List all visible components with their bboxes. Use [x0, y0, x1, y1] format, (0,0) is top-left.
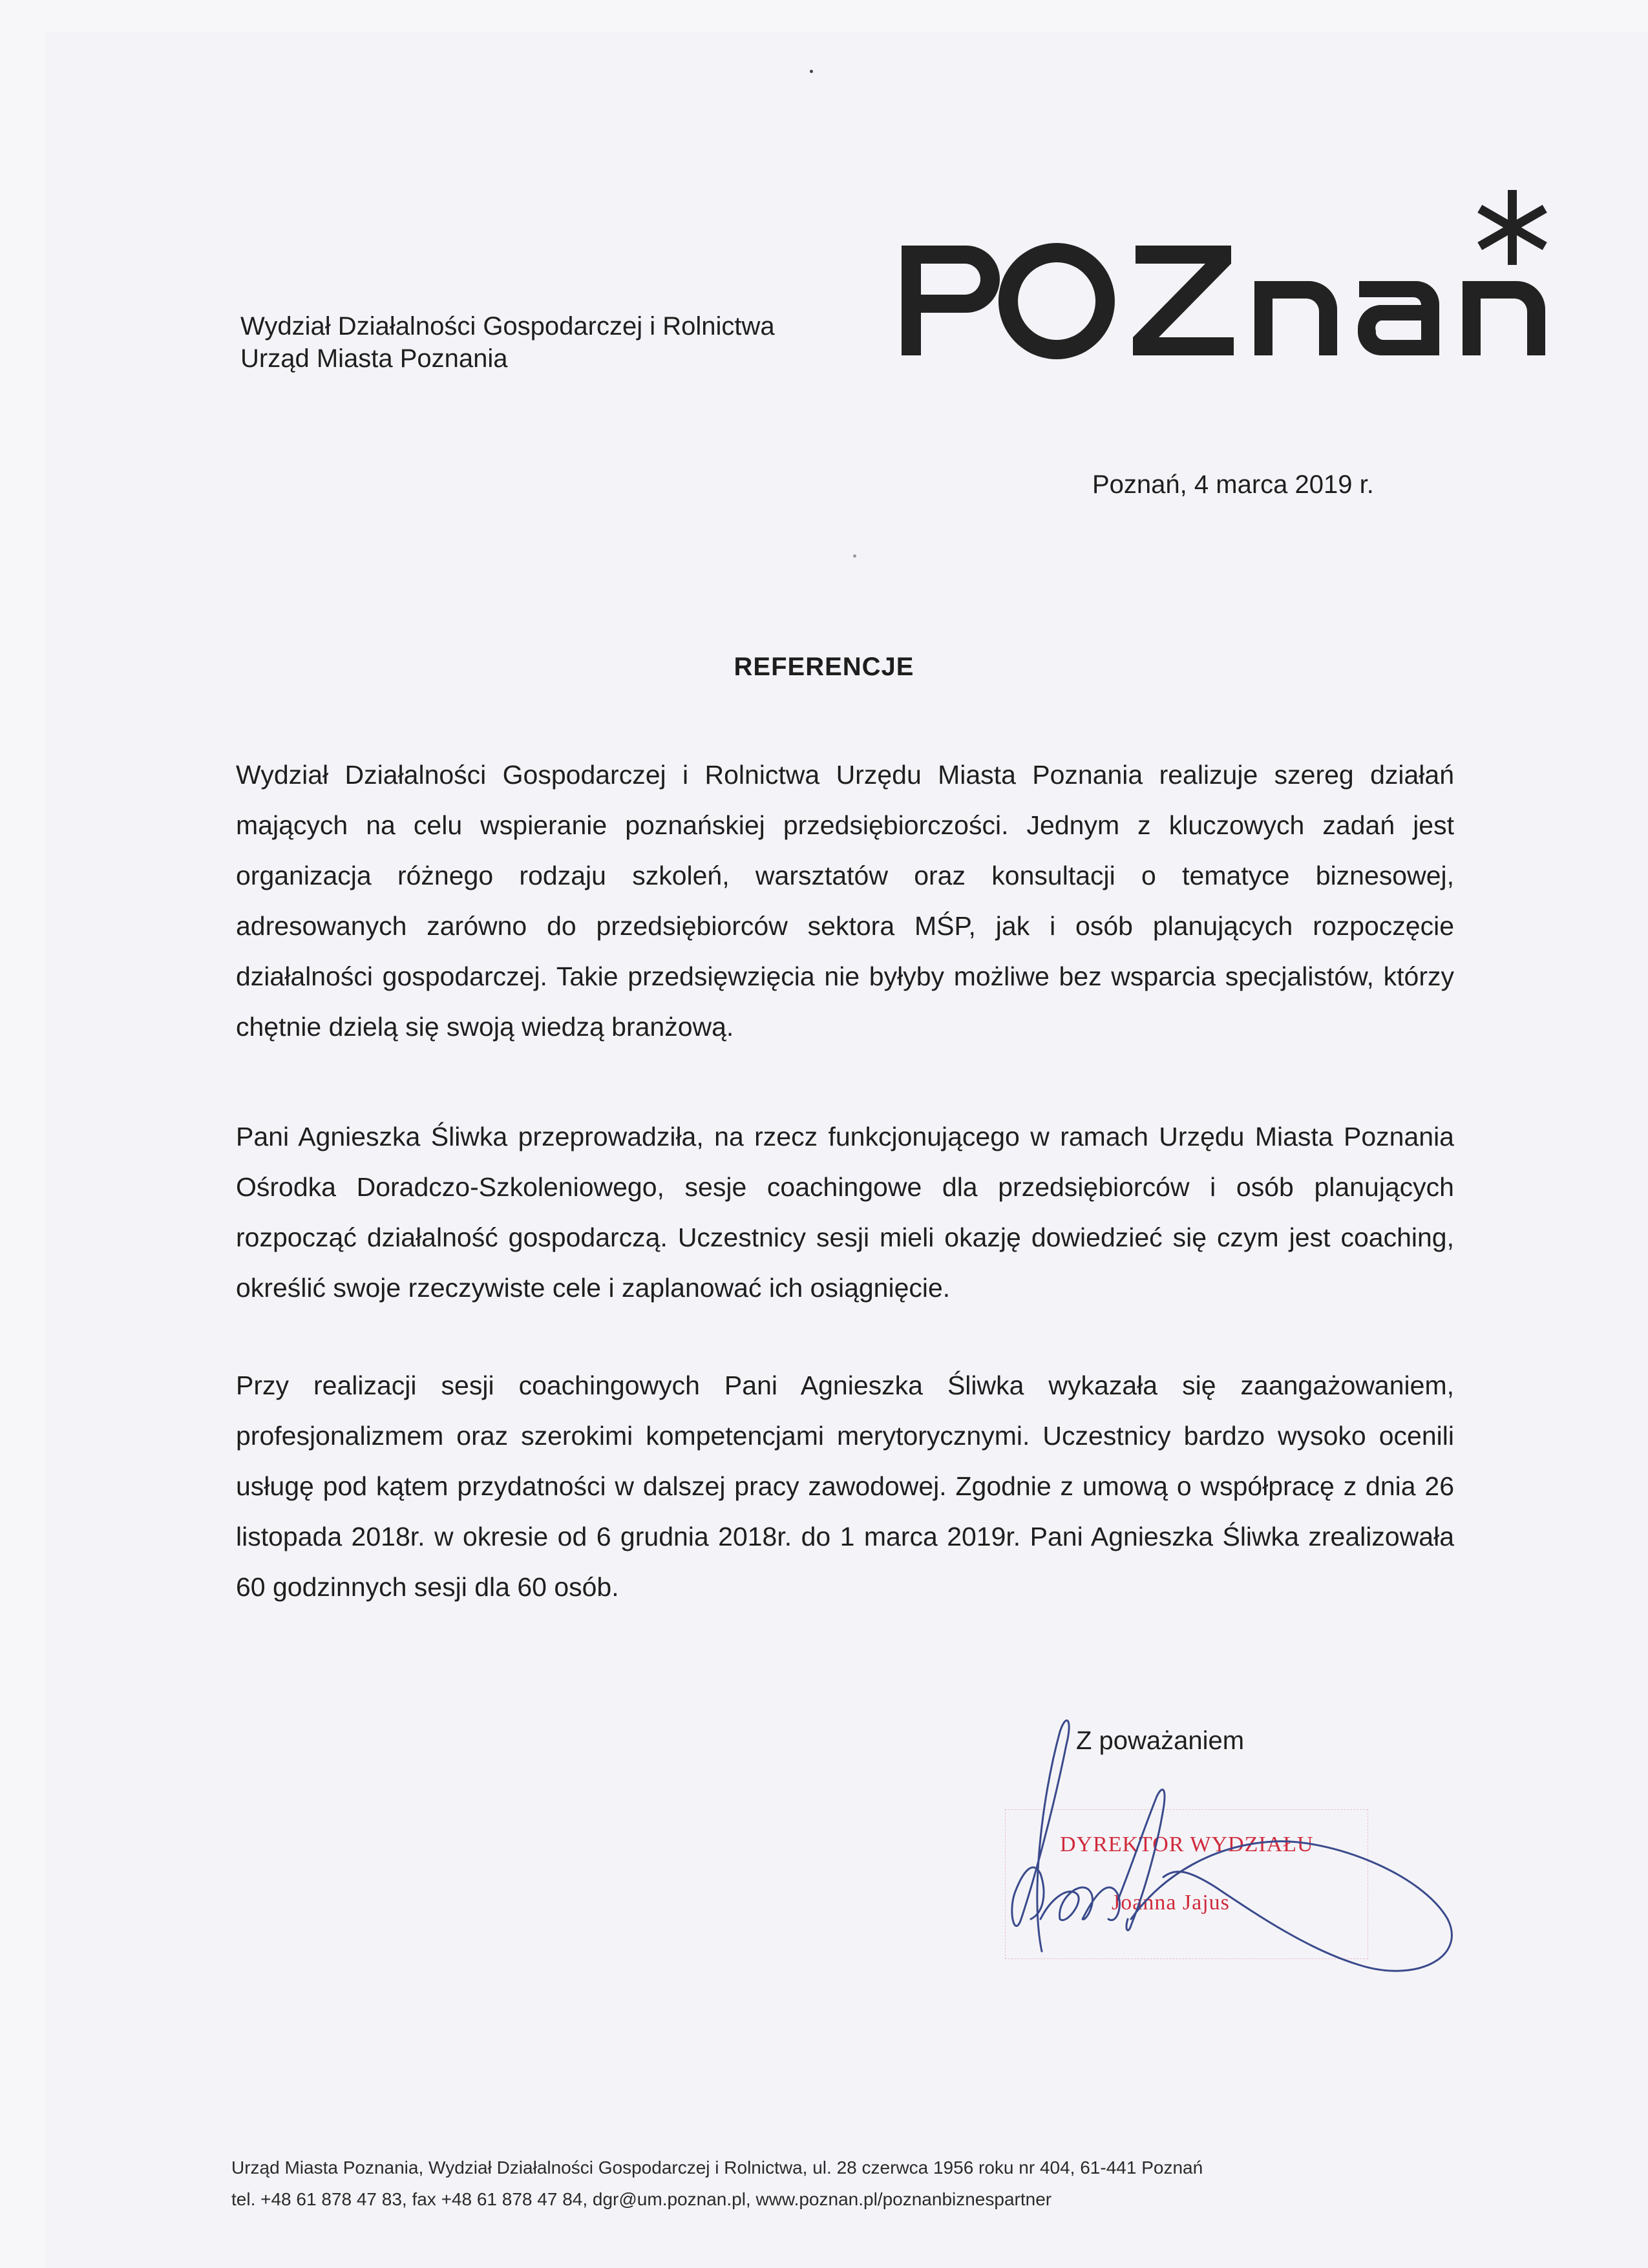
scan-speck: [810, 70, 813, 73]
stamp-title: DYREKTOR WYDZIAŁU: [1060, 1832, 1314, 1856]
scan-speck: [853, 554, 856, 558]
department-header: [240, 310, 775, 375]
letter-date: Poznań, 4 marca 2019 r.: [1092, 470, 1374, 499]
letter-footer: [231, 2152, 1203, 2215]
body-paragraph: Przy realizacji sesji coachingowych Pani Agnieszka Śliwka wykazała się zaangażowaniem, profesjonalizmem oraz szerokimi kompetencjami merytorycznymi. Uczestnicy bardzo wysoko ocenili usługę pod kątem przydatności w dalszej pracy zawodowej. Zgodnie z umową o współpracę z dnia 26 listopada 2018r. w okresie od 6 grudnia 2018r. do 1 marca 2019r. Pani Agnieszka Śliwka zrealizowała 60 godzinnych sesji dla 60 osób.: [236, 1370, 1454, 1602]
footer-address: Urząd Miasta Poznania, Wydział Działalności Gospodarczej i Rolnictwa, ul. 28 czerwca 1956 roku nr 404, 61-441 Poznań: [231, 2158, 1203, 2178]
body-paragraph: Wydział Działalności Gospodarczej i Rolnictwa Urzędu Miasta Poznania realizuje szereg działań mających na celu wspieranie poznańskiej przedsiębiorczości. Jednym z kluczowych zadań jest organizacja różnego rodzaju szkoleń, warsztatów oraz konsultacji o tematyce biznesowej, adresowanych zarówno do przedsiębiorców sektora MŚP, jak i osób planujących rozpoczęcie działalności gospodarczej. Takie przedsięwzięcia nie byłyby możliwe bez wsparcia specjalistów, którzy chętnie dzielą się swoją wiedzą branżową.: [236, 760, 1454, 1042]
department-name: Wydział Działalności Gospodarczej i Rolnictwa: [240, 312, 775, 341]
closing-salutation: Z poważaniem: [1076, 1727, 1245, 1755]
body-paragraph: Pani Agnieszka Śliwka przeprowadziła, na rzecz funkcjonującego w ramach Urzędu Miasta Poznania Ośrodka Doradczo-Szkoleniowego, sesje coachingowe dla przedsiębiorców i osób planujących rozpocząć działalność gospodarczą. Uczestnicy sesji mieli okazję dowiedzieć się czym jest coaching, określić swoje rzeczywiste cele i zaplanować ich osiągnięcie.: [236, 1122, 1454, 1303]
footer-contact: tel. +48 61 878 47 83, fax +48 61 878 47 84, dgr@um.poznan.pl, www.poznan.pl/poznanbiznespartner: [231, 2189, 1052, 2209]
handwritten-signature: [969, 1706, 1461, 1990]
poznan-logo: [895, 187, 1561, 375]
office-name: Urząd Miasta Poznania: [240, 344, 508, 373]
letter-heading: REFERENCJE: [734, 653, 914, 681]
stamp-name: Joanna Jajus: [1112, 1891, 1230, 1915]
